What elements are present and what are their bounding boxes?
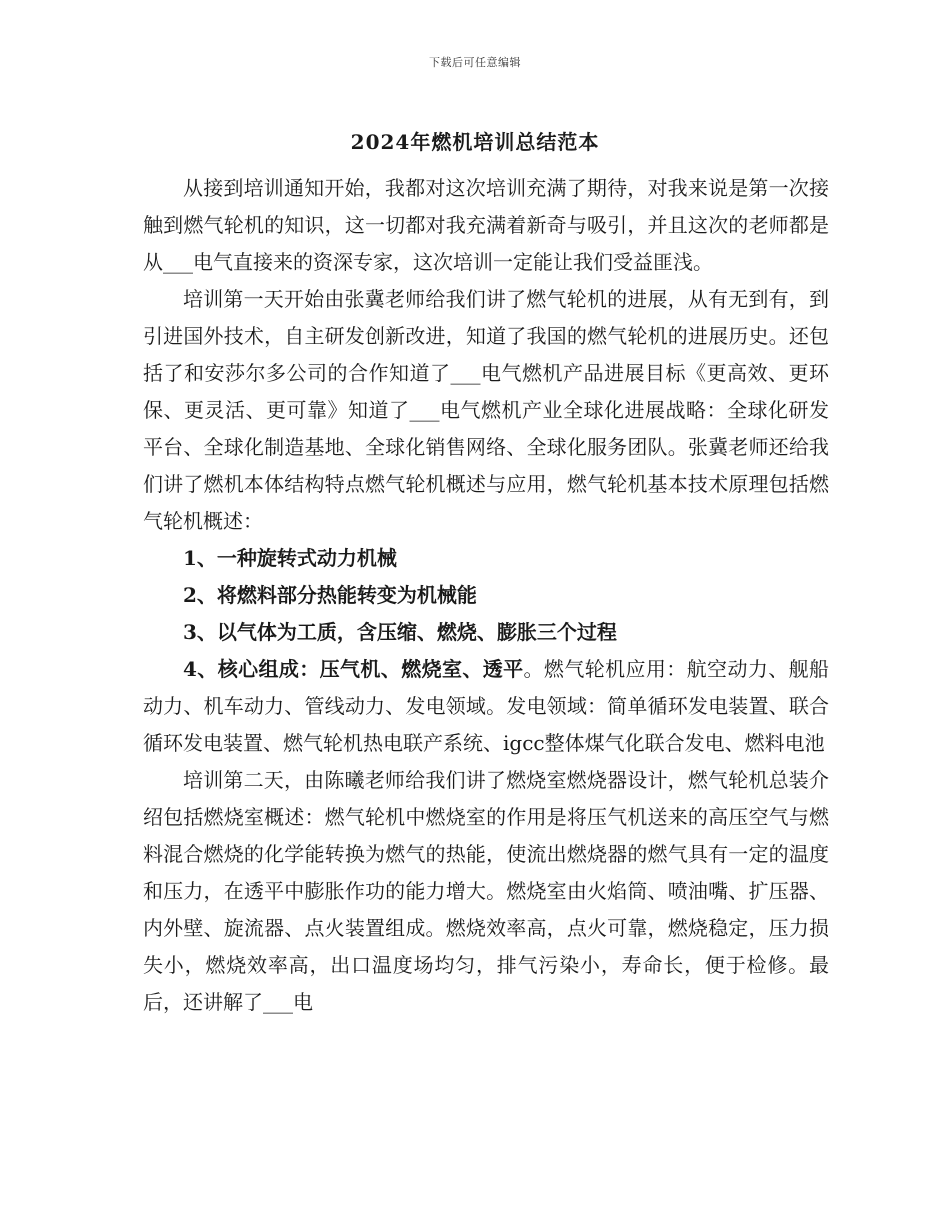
list-item-3: 3、以气体为工质，含压缩、燃烧、膨胀三个过程 [183, 620, 617, 644]
page-header: 下载后可任意编辑 [429, 56, 521, 69]
paragraph-intro: 从接到培训通知开始，我都对这次培训充满了期待，对我来说是第一次接触到燃气轮机的知识，这一切都对我充满着新奇与吸引，并且这次的老师都是从___电气直接来的资深专家，这次培训一定能让我们受益匪浅。 [143, 176, 829, 274]
list-item-4 [143, 651, 829, 762]
paragraph-day-one: 培训第一天开始由张冀老师给我们讲了燃气轮机的进展，从有无到有，到引进国外技术，自主研发创新改进，知道了我国的燃气轮机的进展历史。还包括了和安莎尔多公司的合作知道了___电气燃机产品进展目标《更高效、更环保、更灵活、更可靠》知道了___电气燃机产业全球化进展战略：全球化研发平台、全球化制造基地、全球化销售网络、全球化服务团队。张冀老师还给我们讲了燃机本体结构特点燃气轮机概述与应用，燃气轮机基本技术原理包括燃气轮机概述： [143, 287, 829, 533]
document-title: 2024年燃机培训总结范本 [350, 130, 600, 154]
list-item-2: 2、将燃料部分热能转变为机械能 [183, 583, 477, 607]
list-item-4-heading: 4、核心组成：压气机、燃烧室、透平 [183, 657, 524, 681]
paragraph-day-two: 培训第二天，由陈曦老师给我们讲了燃烧室燃烧器设计，燃气轮机总装介绍包括燃烧室概述：燃气轮机中燃烧室的作用是将压气机送来的高压空气与燃料混合燃烧的化学能转换为燃气的热能，使流出燃烧器的燃气具有一定的温度和压力，在透平中膨胀作功的能力增大。燃烧室由火焰筒、喷油嘴、扩压器、内外壁、旋流器、点火装置组成。燃烧效率高，点火可靠，燃烧稳定，压力损失小，燃烧效率高，出口温度场均匀，排气污染小，寿命长，便于检修。最后，还讲解了___电 [143, 768, 829, 1014]
list-item-1: 1、一种旋转式动力机械 [183, 546, 397, 570]
list-item-4-text: 。燃气轮机应用：航空动力、舰船动力、机车动力、管线动力、发电领域。发电领域：简单循环发电装置、联合循环发电装置、燃气轮机热电联产系统、igcc整体煤气化联合发电、燃料电池 [143, 657, 830, 755]
document-body [143, 170, 829, 1021]
